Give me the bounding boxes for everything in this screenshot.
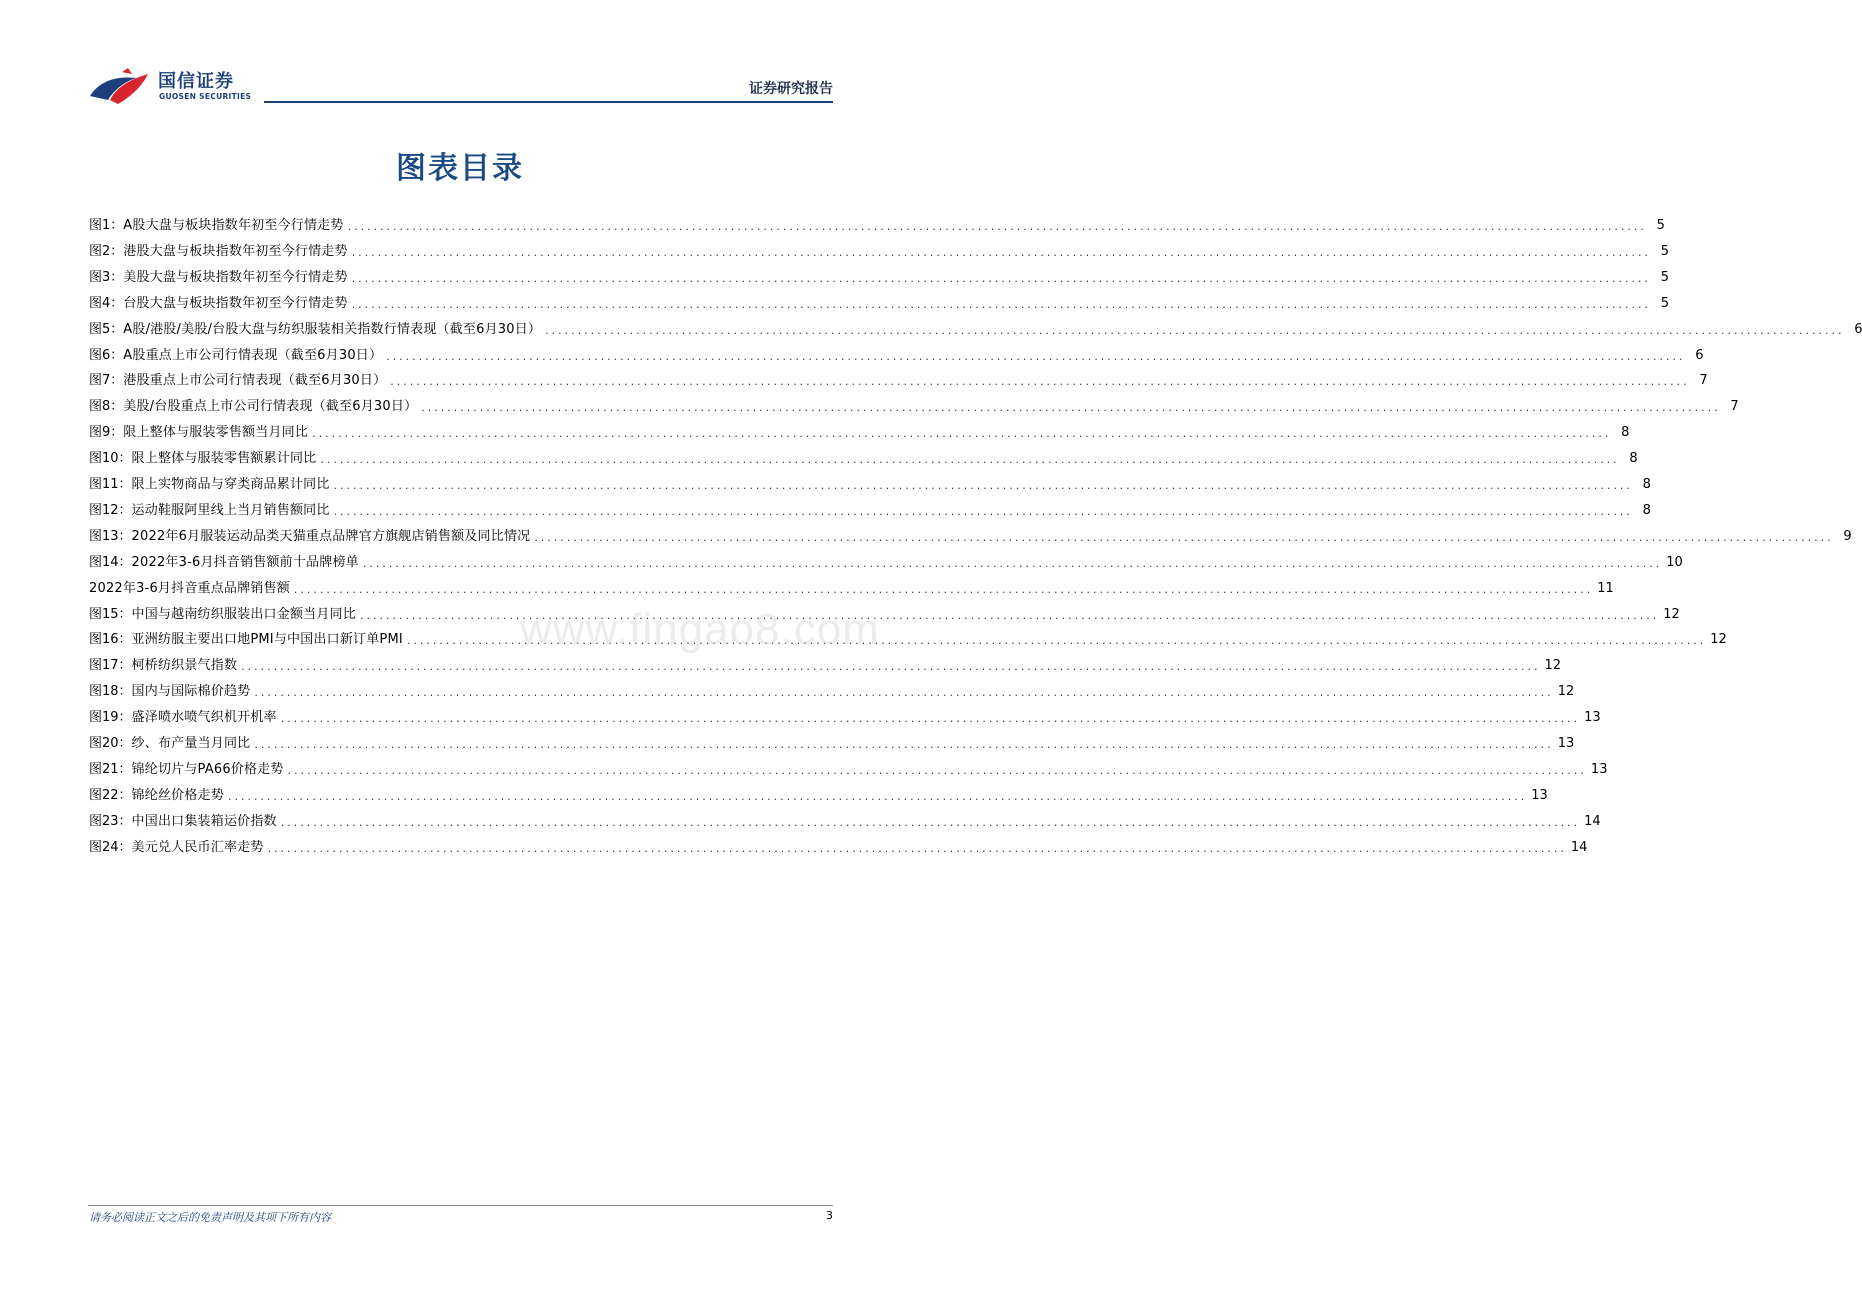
toc-figure-caption: A股大盘与板块指数年初至今行情走势 (123, 218, 344, 233)
toc-entry-title (89, 813, 277, 831)
toc-entry-title (89, 398, 417, 416)
toc-entry-title (89, 450, 316, 468)
toc-leader-dots: ........................................................................................................................................................................................................ (351, 271, 1652, 285)
toc-figure-caption: A股/港股/美股/台股大盘与纺织服装相关指数行情表现（截至6月30日） (123, 321, 542, 337)
toc-entry[interactable] (89, 370, 1708, 390)
toc-figure-caption: 台股大盘与板块指数年初至今行情走势 (123, 295, 348, 311)
watermark: www.fingao8.com (520, 605, 880, 654)
page-number: 3 (826, 1209, 833, 1222)
toc-entry[interactable] (89, 293, 1670, 313)
toc-leader-dots: ........................................................................................................................................................................................................ (287, 763, 1587, 777)
toc-leader-dots: ........................................................................................................................................................................................................ (280, 815, 1581, 829)
toc-leader-dots: ........................................................................................................................................................................................................ (267, 841, 1567, 855)
toc-leader-dots: ........................................................................................................................................................................................................ (280, 712, 1581, 726)
toc-page-number: 5 (1660, 269, 1670, 285)
toc-leader-dots: ........................................................................................................................................................................................................ (359, 608, 1660, 622)
toc-page-number: 12 (1710, 632, 1727, 648)
toc-page-number: 5 (1660, 295, 1670, 311)
logo-english-name: GUOSEN SECURITIES (159, 92, 252, 101)
toc-figure-caption: 2022年6月服装运动品类天猫重点品牌官方旗舰店销售额及同比情况 (131, 528, 531, 544)
toc-figure-caption: 国内与国际棉价趋势 (131, 684, 251, 700)
toc-entry-title (89, 657, 237, 675)
toc-entry[interactable] (89, 422, 1630, 442)
toc-page-number: 6 (1854, 321, 1862, 337)
toc-page-number: 12 (1663, 606, 1680, 622)
toc-leader-dots: ........................................................................................................................................................................................................ (312, 427, 1612, 441)
toc-figure-number: 图17： (89, 658, 132, 674)
toc-figure-caption: 中国出口集装箱运价指数 (131, 813, 277, 829)
toc-page-number: 14 (1584, 813, 1601, 829)
toc-page-number: 7 (1699, 373, 1708, 389)
toc-figure-caption: 2022年3-6月抖音销售额前十品牌榜单 (131, 554, 359, 570)
page-title: 图表目录 (396, 151, 524, 186)
toc-figure-caption: 美元兑人民币汇率走势 (131, 839, 264, 855)
toc-figure-number: 图3： (89, 269, 124, 285)
toc-entry[interactable] (89, 500, 1651, 520)
toc-entry[interactable] (89, 578, 1614, 598)
toc-leader-dots: ........................................................................................................................................................................................................ (293, 582, 1594, 596)
toc-figure-caption: 限上整体与服装零售额当月同比 (123, 425, 309, 441)
toc-entry[interactable] (89, 241, 1670, 261)
toc-page-number: 8 (1629, 451, 1638, 467)
toc-figure-caption: 中国与越南纺织服装出口金额当月同比 (131, 606, 356, 622)
toc-entry[interactable] (89, 448, 1638, 468)
toc-leader-dots: ........................................................................................................................................................................................................ (333, 504, 1633, 518)
toc-entry-title (89, 347, 382, 365)
toc-leader-dots: ........................................................................................................................................................................................................ (545, 323, 1845, 337)
toc-entry[interactable] (89, 396, 1739, 416)
toc-leader-dots: ........................................................................................................................................................................................................ (390, 375, 1690, 389)
header-divider (264, 101, 833, 103)
toc-figure-number: 图21： (89, 761, 132, 777)
toc-entry[interactable] (89, 811, 1601, 831)
toc-figure-number: 图11： (89, 477, 132, 492)
toc-page-number: 8 (1642, 502, 1651, 518)
toc-entry-title (89, 424, 308, 442)
toc-entry-title (89, 502, 330, 520)
toc-entry[interactable] (89, 345, 1704, 365)
company-logo (88, 66, 268, 106)
toc-entry[interactable] (89, 474, 1651, 494)
toc-figure-number: 图13： (89, 528, 132, 544)
toc-figure-number: 图4： (89, 295, 124, 311)
toc-leader-dots: ........................................................................................................................................................................................................ (386, 349, 1686, 363)
toc-entry[interactable] (89, 707, 1601, 727)
toc-entry[interactable] (89, 655, 1562, 675)
toc-entry[interactable] (89, 785, 1548, 805)
logo-chinese-name: 国信证券 (158, 71, 234, 92)
toc-leader-dots: ........................................................................................................................................................................................................ (333, 479, 1633, 492)
toc-page-number: 9 (1843, 528, 1852, 544)
toc-page-number: 5 (1656, 218, 1665, 233)
toc-page-number: 7 (1730, 399, 1739, 415)
toc-entry-title (89, 735, 250, 753)
toc-figure-number: 图12： (89, 502, 132, 518)
toc-page-number: 14 (1570, 839, 1588, 855)
toc-figure-number: 图1： (89, 218, 124, 233)
toc-figure-number: 图23： (89, 813, 132, 829)
toc-page-number: 13 (1531, 787, 1548, 803)
toc-figure-number: 图16： (89, 632, 132, 648)
toc-figure-caption: A股重点上市公司行情表现（截至6月30日） (123, 347, 383, 363)
toc-entry-title (89, 709, 277, 727)
toc-figure-caption: 锦纶切片与PA66价格走势 (131, 761, 284, 777)
toc-entry[interactable] (89, 526, 1852, 546)
toc-figure-number: 图18： (89, 684, 132, 700)
toc-figure-caption: 2022年3-6月抖音重点品牌销售额 (89, 580, 290, 596)
toc-leader-dots: ........................................................................................................................................................................................................ (241, 660, 1541, 674)
toc-figure-caption: 限上整体与服装零售额累计同比 (131, 451, 317, 467)
toc-figure-number: 图20： (89, 736, 132, 751)
toc-figure-caption: 运动鞋服阿里线上当月销售额同比 (131, 502, 330, 518)
toc-figure-number: 图10： (89, 451, 132, 467)
toc-entry[interactable] (89, 733, 1575, 753)
toc-figure-caption: 美股大盘与板块指数年初至今行情走势 (123, 269, 348, 285)
toc-page-number: 8 (1621, 425, 1630, 441)
toc-entry-title (89, 554, 359, 572)
toc-leader-dots: ........................................................................................................................................................................................................ (534, 530, 1834, 544)
toc-figure-caption: 港股大盘与板块指数年初至今行情走势 (123, 243, 348, 259)
toc-page-number: 13 (1590, 761, 1608, 777)
toc-page-number: 12 (1557, 684, 1575, 700)
toc-leader-dots: ........................................................................................................................................................................................................ (347, 220, 1647, 233)
toc-entry-title (89, 372, 386, 390)
toc-entry-title (89, 631, 403, 649)
toc-entry[interactable] (89, 759, 1608, 779)
toc-entry[interactable] (89, 837, 1588, 857)
toc-figure-caption: 港股重点上市公司行情表现（截至6月30日） (123, 373, 387, 389)
toc-figure-number: 图8： (89, 399, 124, 415)
toc-entry-title (89, 321, 541, 339)
toc-leader-dots: ........................................................................................................................................................................................................ (351, 245, 1652, 259)
toc-entry[interactable] (89, 215, 1665, 235)
toc-figure-number: 图22： (89, 787, 132, 803)
toc-page-number: 11 (1597, 580, 1614, 596)
toc-figure-caption: 柯桥纺织景气指数 (131, 658, 238, 674)
toc-entry-title (89, 761, 284, 779)
toc-leader-dots: ........................................................................................................................................................................................................ (421, 401, 1721, 415)
toc-figure-number: 图15： (89, 606, 132, 622)
report-type-label: 证券研究报告 (749, 81, 833, 97)
toc-entry-title (89, 683, 250, 701)
toc-figure-number: 图19： (89, 710, 132, 726)
toc-leader-dots: ........................................................................................................................................................................................................ (362, 556, 1663, 570)
toc-entry[interactable] (89, 681, 1575, 701)
toc-figure-caption: 盛泽喷水喷气织机开机率 (131, 710, 277, 726)
footer-disclaimer: 请务必阅读正文之后的免责声明及其项下所有内容 (89, 1211, 331, 1224)
toc-entry-title (89, 243, 348, 261)
toc-entry-title (89, 580, 290, 598)
toc-leader-dots: ........................................................................................................................................................................................................ (254, 738, 1554, 751)
toc-figure-caption: 纱、布产量当月同比 (131, 736, 251, 751)
toc-figure-number: 图2： (89, 243, 124, 259)
toc-figure-number: 图7： (89, 373, 124, 389)
toc-leader-dots: ........................................................................................................................................................................................................ (227, 789, 1528, 803)
toc-figure-number: 图9： (89, 425, 124, 441)
toc-entry-title (89, 476, 330, 494)
guosen-logo-icon (88, 66, 154, 106)
toc-entry[interactable] (89, 267, 1670, 287)
toc-leader-dots: ........................................................................................................................................................................................................ (351, 297, 1652, 311)
toc-entry-title (89, 217, 344, 235)
toc-figure-number: 图24： (89, 839, 132, 855)
toc-entry-title (89, 787, 224, 805)
toc-entry-title (89, 269, 348, 287)
toc-page-number: 12 (1544, 658, 1562, 674)
toc-leader-dots: ........................................................................................................................................................................................................ (406, 634, 1707, 648)
toc-page-number: 8 (1642, 477, 1651, 492)
toc-leader-dots: ........................................................................................................................................................................................................ (320, 453, 1620, 467)
toc-page-number: 5 (1660, 243, 1670, 259)
toc-figure-number: 图14： (89, 554, 132, 570)
toc-page-number: 6 (1695, 347, 1704, 363)
toc-entry[interactable] (89, 319, 1862, 339)
toc-figure-number: 图6： (89, 347, 124, 363)
toc-page-number: 13 (1557, 736, 1575, 751)
toc-figure-caption: 亚洲纺服主要出口地PMI与中国出口新订单PMI (131, 632, 403, 648)
toc-entry[interactable] (89, 552, 1683, 572)
toc-page-number: 10 (1666, 554, 1683, 570)
footer-divider (88, 1205, 833, 1206)
toc-entry-title (89, 295, 348, 313)
page-header (88, 60, 833, 105)
toc-leader-dots: ........................................................................................................................................................................................................ (254, 686, 1554, 700)
toc-entry-title (89, 528, 530, 546)
toc-figure-caption: 限上实物商品与穿类商品累计同比 (131, 477, 330, 492)
toc-entry-title (89, 606, 356, 624)
toc-entry-title (89, 839, 264, 857)
toc-page-number: 13 (1584, 710, 1601, 726)
toc-figure-caption: 美股/台股重点上市公司行情表现（截至6月30日） (123, 399, 418, 415)
toc-figure-caption: 锦纶丝价格走势 (131, 787, 224, 803)
toc-figure-number: 图5： (89, 321, 124, 337)
